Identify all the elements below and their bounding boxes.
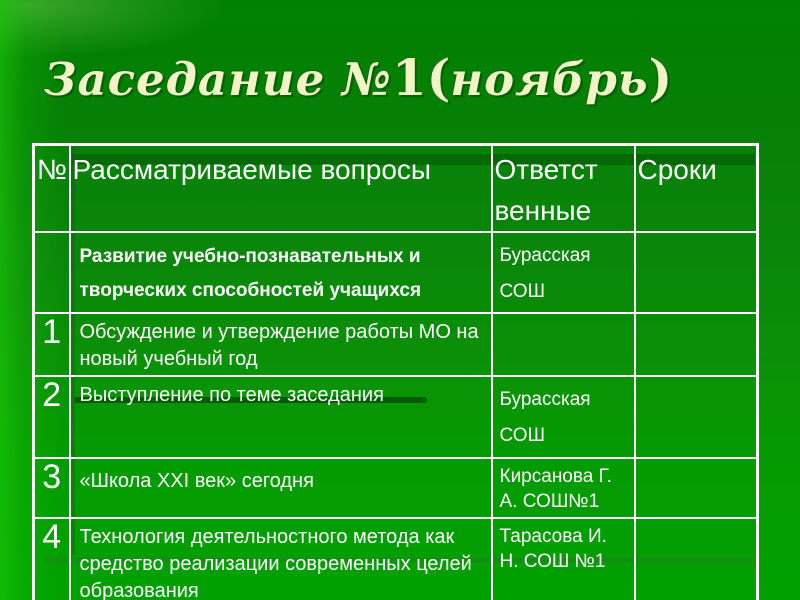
cell-question: Развитие учебно-познавательных и творческих способностей учащихся: [70, 232, 492, 313]
cell-question: Выступление по теме заседания: [70, 376, 492, 457]
slide-title: [44, 50, 672, 105]
cell-question: Технология деятельностного метода как средство реализации современных целей образования: [70, 518, 492, 600]
cell-responsible: [492, 313, 635, 376]
table-row: [34, 232, 758, 313]
cell-responsible: Кирсанова Г. А. СОШ№1: [492, 458, 635, 518]
cell-responsible: Тарасова И. Н. СОШ №1: [492, 518, 635, 600]
table-row: [34, 458, 758, 518]
table-row: [34, 518, 758, 600]
table-row: [34, 313, 758, 376]
cell-number: 3: [34, 458, 70, 518]
slide-title-open-paren: (: [426, 48, 451, 107]
cell-question: Обсуждение и утверждение работы МО на новый учебный год: [70, 313, 492, 376]
slide-title-prefix: Заседание №: [44, 53, 392, 106]
column-header-terms: Сроки: [635, 145, 758, 233]
cell-term: [635, 376, 758, 457]
cell-term: [635, 458, 758, 518]
agenda-table: [32, 143, 759, 600]
slide-title-close-paren: ): [648, 48, 673, 107]
cell-term: [635, 232, 758, 313]
cell-responsible: Бурасская СОШ: [492, 232, 635, 313]
column-header-questions: Рассматриваемые вопросы: [70, 145, 492, 233]
table-header-row: [34, 145, 758, 233]
column-header-responsible: Ответст венные: [492, 145, 635, 233]
slide-title-month: ноябрь: [450, 53, 649, 106]
cell-question: «Школа XXI век» сегодня: [70, 458, 492, 518]
cell-number: 2: [34, 376, 70, 457]
cell-number: 1: [34, 313, 70, 376]
table-row: [34, 376, 758, 457]
cell-responsible: Бурасская СОШ: [492, 376, 635, 457]
cell-term: [635, 518, 758, 600]
cell-number: 4: [34, 518, 70, 600]
cell-term: [635, 313, 758, 376]
slide-title-number: 1: [391, 48, 427, 107]
cell-number: [34, 232, 70, 313]
column-header-number: №: [34, 145, 70, 233]
